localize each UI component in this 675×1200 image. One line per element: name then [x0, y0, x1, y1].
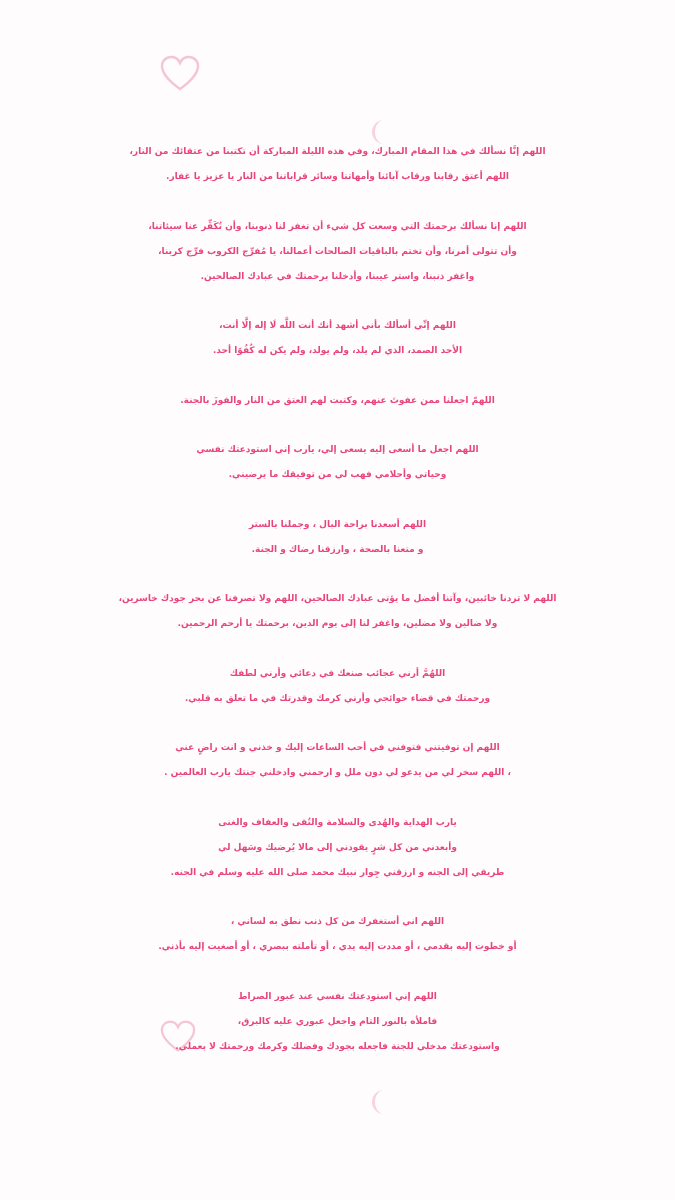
prayer-line: اللهمّ اجعلنا ممن عفوتَ عنهم، وكتبت لهم العتق من النار والفوزَ بالجنة.: [180, 395, 495, 406]
prayer-stanza: [0, 811, 675, 886]
prayer-line: اللهم إني استودعتك نفسي عند عبور الصراط: [238, 991, 437, 1002]
prayer-line: اللهُمَّ أرني عجائب صنعك في دعائي وأرني لطفك: [229, 668, 446, 679]
heart-icon: [160, 55, 200, 93]
prayer-text: [0, 140, 675, 1084]
prayer-stanza: [0, 389, 675, 414]
prayer-line: يارب الهداية والهُدى والسلامة والتُقى والعفاف والغنى: [218, 817, 457, 828]
prayer-line: اللهم اجعل ما أسعى إليه يسعى إلي، يارب إني استودعتك نفسي: [196, 445, 479, 455]
prayer-stanza: [0, 314, 675, 364]
prayer-line: ولا ضالين ولا مضلين، واغفر لنا إلى يوم الدين، برحمتك يا أرحم الرحمين.: [177, 619, 498, 629]
prayer-stanza: [0, 662, 675, 712]
prayer-line: و متعنا بالصحة ، وارزقنا رضاك و الجنة.: [251, 544, 424, 555]
prayer-line: ورحمتك في قضاء حوائجي وأرني كرمك وقدرتك في ما تعلق به قلبي.: [184, 693, 491, 704]
prayer-stanza: [0, 215, 675, 290]
prayer-stanza: [0, 438, 675, 488]
prayer-line: أو خطوت إليه بقدمي ، أو مددت إليه يدي ، أو تأملته ببصري ، أو أصغيت إليه بأذني.: [158, 942, 517, 952]
prayer-line: واستودعتك مدخلي للجنة فاجعله بجودك وفضلك وكرمك ورحمتك لا بعملي.: [175, 1041, 500, 1052]
prayer-line: ، اللهم سخر لي من يدعو لي دون ملل و ارحمني وادخلني جنتك يارب العالمين .: [164, 768, 511, 778]
prayer-stanza: [0, 985, 675, 1060]
prayer-line: اللهم إنا نسألك برحمتك التي وسعت كل شيء أن تغفر لنا ذنوبنا، وأن تُكَفِّر عنا سيئاتنا،: [148, 221, 527, 232]
prayer-stanza: [0, 513, 675, 563]
prayer-line: اللهم أعتق رقابنا ورقاب آبائنا وأمهاتنا وسائر قراباتنا من النار يا عزيز يا غفار.: [166, 172, 509, 182]
prayer-line: اللهم إنَّا نسألك في هذا المقام المبارك، وفي هذه الليلة المباركة أن تكتبنا من عتقائك من النار،: [129, 147, 546, 157]
prayer-line: اللهم أسعدنا براحة البال ، وجملنا بالستر: [248, 519, 427, 530]
prayer-line: طريقي إلى الجنه و ارزقني جِوار نبيك محمد صلى الله عليه وسلم في الجنه.: [170, 867, 505, 878]
prayer-line: وحياتي وأحلامي فهب لي من توفيقك ما يرضيني.: [228, 470, 447, 480]
prayer-line: اللهم إن توفيتني فتوفني في أحب الساعات إليك و خذني و انت راضٍ عني: [175, 743, 500, 753]
prayer-stanza: [0, 140, 675, 190]
crescent-moon-icon: [370, 1088, 390, 1116]
prayer-line: واغفر ذنبنا، واستر عيبنا، وأدخلنا برحمتك في عبادك الصالحين.: [200, 271, 475, 282]
prayer-stanza: [0, 910, 675, 960]
prayer-line: اللهم اني أستغفرك من كل ذنب نطق به لساني ،: [230, 917, 445, 927]
prayer-line: وأبعدني من كل شرٍ يقودني إلى مالا يُرضيك وسَهل لي: [218, 842, 457, 853]
prayer-line: اللهم لا تردنا خائبين، وآتنا أفضل ما يؤتى عبادك الصالحين، اللهم ولا تصرفنا عن بحر جودك خاسرين،: [118, 594, 557, 604]
prayer-line: فاملأه بالنور التام واجعل عبوري عليه كالبرق،: [237, 1016, 438, 1027]
prayer-line: وأن تتولى أمرنا، وأن تختم بالباقيات الصالحات أعمالنا، يا مُفرِّج الكروب فرِّج كربنا،: [158, 246, 517, 257]
prayer-stanza: [0, 587, 675, 637]
prayer-line: اللهم إنِّي أسألك بأني أشهد أنك أنت اللَّه لَا إله إلَّا أنت،: [219, 321, 456, 331]
prayer-stanza: [0, 736, 675, 786]
prayer-line: الأحد الصمد، الذي لم يلد، ولم يولد، ولم يكن له كُفُوًا أحد.: [212, 346, 463, 356]
